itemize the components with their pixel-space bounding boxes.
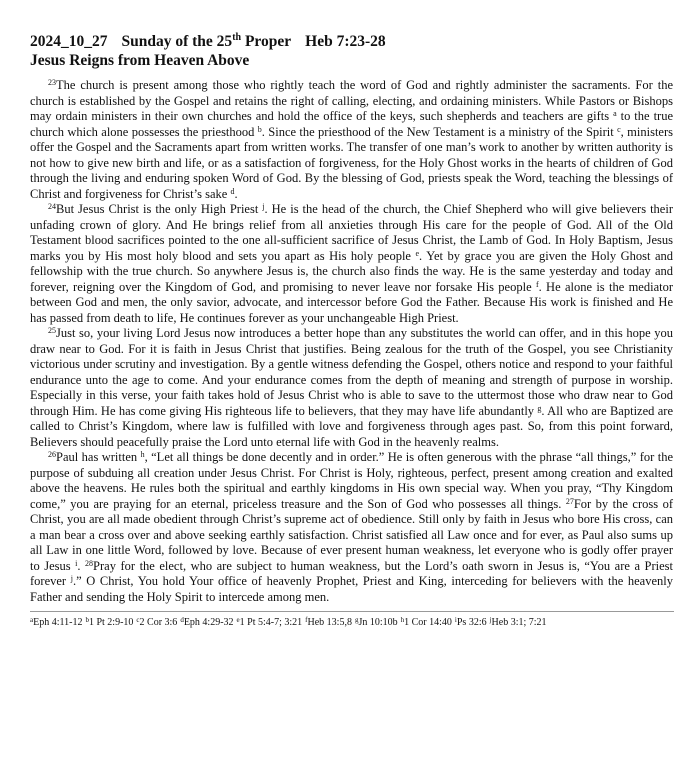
paragraph-text: Just so, your living Lord Jesus now introduces a better hope than any substitutes the world can offer, and in this hope you draw near to God. For it is faith in Jesus Christ that justifies. Being zealous for the truth of the Gospel, you see Christianity victorious under scrutiny and investigation. By a gentle witness defending the Gospel, others notice and respond to your faithful endurance unto the age to come. And your endurance comes from the depth of meaning and strength of purpose in worship. Especially in this verse, your faith takes hold of Jesus Christ who is able to save to the uttermost those who draw near to God through Him. He has come giving His righteous life to believers, that they may have life abundantly <box>30 326 673 418</box>
paragraph-text: Pray for the elect, who are subject to human weakness, but the Lord’s oath sworn in Jesus is, “You are a Priest forever <box>30 558 674 589</box>
footnote-reference: Eph 4:11-12 <box>33 617 83 629</box>
paragraph-text: to the true church which alone possesses the priesthood <box>30 109 673 139</box>
footnote-marker: e <box>415 248 420 258</box>
paragraph-text: For by the cross of Christ, you are all made obedient through Christ’s supreme act of obedience. Still only by faith in Jesus who bore His cross, can a man bear a cross over and above seeking earthly satisfaction. Christ satisfied all Law once and for ever, as Paul also sums up all Law in one little Word, followed by love. Because of ever present human weakness, let everyone who is godly offer prayer to Jesus <box>30 496 673 573</box>
sermon-paragraph <box>30 326 673 450</box>
paragraph-text: . He alone is the mediator between God and men, the only savior, advocate, and intercessor before God the Father. Because His work is finished and He has passed from death to life, He continues forever as your unchangeable High Priest. <box>30 279 673 325</box>
footnote-reference: 1 Cor 14:40 <box>404 617 452 629</box>
footnote-marker: j <box>70 574 73 584</box>
paragraph-text: .” O Christ, You hold Your office of heavenly Prophet, Priest and King, interceding for believers with the heavenly Father and sending the Holy Spirit to intercede among men. <box>30 574 673 604</box>
footnote-mark: i <box>454 616 457 625</box>
footnote-entry <box>136 617 177 628</box>
footnote-entry <box>455 617 487 628</box>
verse-number: 27 <box>565 496 574 506</box>
footnote-entry <box>85 617 133 628</box>
footnote-entry <box>30 617 82 628</box>
footnote-marker: i <box>75 558 78 568</box>
footnote-marker: j <box>262 202 265 212</box>
footnote-mark: a <box>30 616 34 625</box>
footnote-mark: j <box>489 616 492 625</box>
footnote-mark: f <box>305 616 308 625</box>
sermon-paragraph <box>30 202 673 326</box>
footnote-entry <box>237 617 303 628</box>
footnote-marker: g <box>537 403 542 413</box>
footnote-marker: c <box>617 124 621 134</box>
paragraph-text: . <box>77 558 86 573</box>
footnote-marker: f <box>535 279 539 289</box>
footnote-marker: d <box>230 186 235 196</box>
paragraph-text: . <box>234 186 238 201</box>
footnote-reference: Eph 4:29-32 <box>183 617 234 629</box>
footnote-marker: h <box>140 450 145 460</box>
footnote-reference: 1 Pt 2:9-10 <box>88 617 134 629</box>
date-label: 2024_10_27 <box>30 33 108 51</box>
verse-number: 28 <box>85 558 94 568</box>
footnote-entry <box>180 617 233 628</box>
verse-number: 25 <box>48 326 56 336</box>
paragraph-text: . All who are Baptized are called to Christ’s Kingdom, where law is fulfilled with love and forgiveness through ages past. So, from this point forward, Believers should peacefully praise the Lord unto eternal life with God in the heavenly realms. <box>30 403 673 449</box>
footnote-mark: c <box>136 616 140 625</box>
footnote-reference: Heb 3:1; 7:21 <box>491 617 547 629</box>
footnote-reference: Ps 32:6 <box>456 617 487 629</box>
sermon-paragraph <box>30 450 673 605</box>
footnote-reference: 1 Pt 5:4-7; 3:21 <box>239 617 303 629</box>
footnote-entry <box>355 617 398 628</box>
verse-number: 26 <box>48 450 56 460</box>
footnote-entry <box>401 617 452 628</box>
paragraph-text: Paul has written <box>56 450 141 465</box>
paragraph-text: . He is the head of the church, the Chief Shepherd who will give believers their unfading crown of glory. And He brings relief from all anxieties through His care for the people of God. All of the Old Testament blood sacrifices pointed to the one all-sufficient sacrifice of Jesus Christ, the Lamb of God. In Holy Baptism, Jesus marks you by His most holy blood and sets you apart as His holy people <box>30 202 673 263</box>
verse-number: 23 <box>48 78 56 88</box>
paragraph-text: . Yet by grace you are given the Holy Ghost and fellowship with the true church. So anywhere Jesus is, the church also finds the way. He is the same yesterday and today and forever, reigning over the Kingdom of God, and promising to never leave nor forsake His people <box>30 248 673 294</box>
sermon-paragraph <box>30 78 673 202</box>
sermon-body <box>30 78 673 605</box>
footnote-marker: b <box>257 124 262 134</box>
paragraph-text: . Since the priesthood of the New Testament is a ministry of the Spirit <box>261 124 618 139</box>
footnote-reference: 2 Cor 3:6 <box>139 617 178 629</box>
footnote-reference: Jn 10:10b <box>358 617 398 629</box>
paragraph-text: , ministers offer the Gospel and the Sacraments apart from written works. The transfer of one man’s work to another by written authority is not how to give new birth and life, or as a satisfaction of forgiveness, for the Holy Ghost works in the hearts of children of God through the living and enduring spoken Word of God. By the blessing of God, priests speak the Word, teaching the blessings of Christ and forgiveness for Christ’s sake <box>30 124 673 201</box>
reading-reference: Heb 7:23-28 <box>305 33 386 51</box>
footnote-entry <box>490 617 547 628</box>
footnote-mark: e <box>236 616 240 625</box>
footnotes <box>30 616 673 629</box>
footnote-marker: a <box>613 109 617 119</box>
footnote-mark: g <box>354 616 359 625</box>
document-title <box>30 28 673 51</box>
sunday-label: Sunday of the 25th Proper <box>121 32 292 51</box>
footnote-entry <box>305 617 352 628</box>
paragraph-text: But Jesus Christ is the only High Priest <box>56 202 263 217</box>
footnote-mark: h <box>400 616 405 625</box>
verse-number: 24 <box>48 202 56 212</box>
footnote-mark: d <box>180 616 184 625</box>
sermon-subtitle: Jesus Reigns from Heaven Above <box>30 52 250 70</box>
footnote-mark: b <box>85 616 89 625</box>
footnote-reference: Heb 13:5,8 <box>307 617 352 629</box>
footnote-divider <box>30 611 674 612</box>
paragraph-text: The church is present among those who rightly teach the word of God and rightly administer the sacraments. For the church is established by the Gospel and retains the right of calling, electing, and ordaining ministers. While Pastors or Bishops may ordain ministers in their own churches and hold the office of the keys, such shepherds and teachers are gifts <box>30 78 673 124</box>
paragraph-text: , “Let all things be done decently and in order.” He is often generous with the phrase “all things,” for the purpose of subduing all creation under Jesus Christ. For Christ is Holy, righteous, perfect, present among creation and exalted above the heavens. He rules both the spiritual and earthly kingdoms in His own special way. When you pray, “Thy Kingdom come,” you are praying for an eternal, priceless treasure and the Son of God who possesses all things. <box>30 450 674 511</box>
